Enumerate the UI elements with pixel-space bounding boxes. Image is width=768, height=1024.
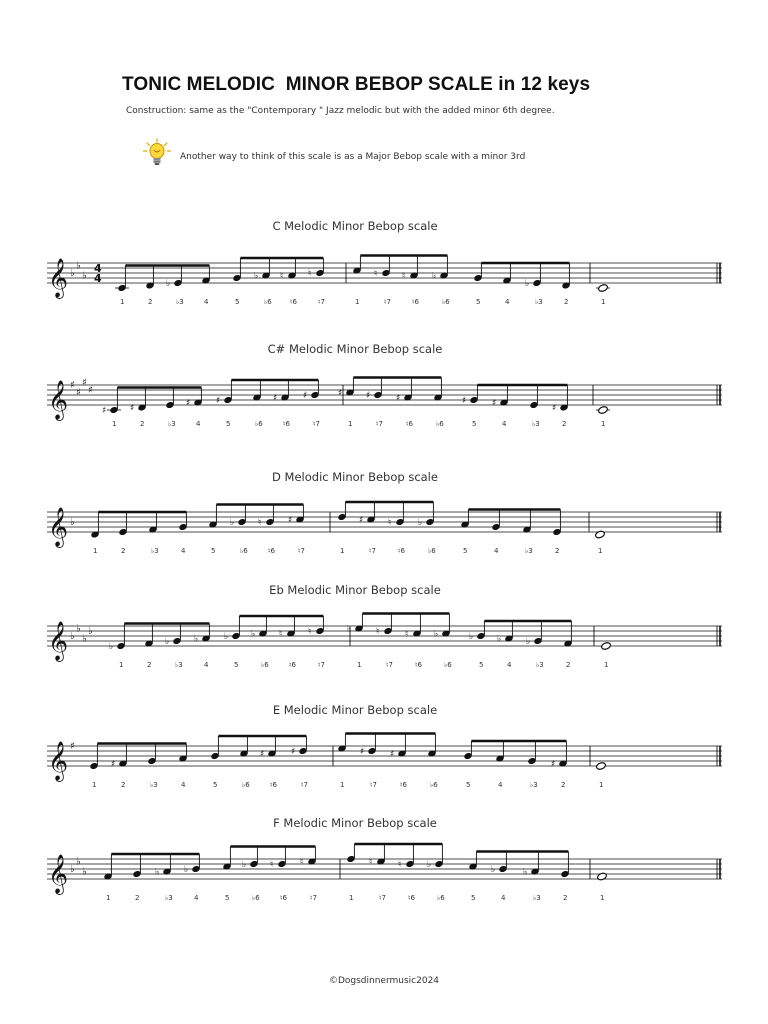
accidental: ♯ [360, 747, 365, 757]
treble-clef-icon: 𝄞 [48, 507, 69, 547]
scale-degree-label: ♭3 [536, 661, 544, 669]
copyright-footer: ©Dogsdinnermusic2024 [328, 976, 440, 986]
scale-degree-label: 1 [92, 781, 97, 789]
accidental: ♭ [427, 860, 432, 870]
accidental: ♯ [102, 406, 107, 416]
key-sharp: ♯ [70, 380, 75, 391]
scale-degree-label: 4 [505, 298, 510, 306]
scale-degree-label: 2 [135, 894, 140, 902]
accidental: ♯ [186, 398, 191, 409]
scale-degree-label: ♮7 [318, 298, 325, 306]
scale-degree-label: 4 [494, 547, 499, 555]
key-sharp: ♯ [88, 385, 93, 396]
scale-degree-label: ♮7 [301, 781, 308, 789]
key-flat: ♭ [76, 856, 81, 868]
scale-degree-label: 1 [355, 298, 360, 306]
accidental: ♮ [376, 627, 380, 637]
whole-note [598, 406, 609, 415]
accidental: ♯ [396, 393, 401, 404]
accidental: ♭ [155, 867, 160, 878]
key-flat: ♭ [70, 631, 75, 642]
scale-degree-label: ♮6 [398, 547, 405, 555]
key-flat: ♭ [70, 268, 75, 279]
scale-degree-label: ♭6 [428, 547, 436, 555]
key-flat: ♭ [76, 623, 81, 635]
tip-text: Another way to think of this scale is as a Major Bebop scale with a minor 3rd [180, 152, 526, 162]
accidental: ♮ [398, 860, 402, 870]
accidental: ♭ [497, 634, 502, 645]
scale-degree-label: ♮7 [379, 894, 386, 902]
key-flat: ♭ [76, 260, 81, 272]
scale-degree-label: 5 [476, 298, 481, 306]
accidental: ♭ [523, 867, 528, 878]
page-title: TONIC MELODIC MINOR BEBOP SCALE in 12 keys [122, 74, 591, 95]
key-sharp: ♯ [76, 387, 81, 399]
accidental: ♮ [300, 857, 304, 868]
scale-degree-label: ♭6 [436, 420, 444, 428]
accidental: ♯ [462, 396, 467, 406]
music-staff [0, 853, 768, 923]
scale-degree-label: 1 [598, 547, 603, 555]
accidental: ♮ [402, 271, 406, 282]
accidental: ♮ [405, 629, 409, 640]
accidental: ♯ [551, 759, 556, 770]
scale-degree-label: ♭3 [530, 781, 538, 789]
accidental: ♭ [418, 518, 423, 528]
scale-degree-label: 4 [181, 781, 186, 789]
scale-degree-label: 1 [600, 894, 605, 902]
scale-degree-label: ♮7 [298, 547, 305, 555]
scale-degree-label: 1 [93, 547, 98, 555]
scale-degree-label: 2 [121, 547, 126, 555]
scale-degree-label: 2 [561, 781, 566, 789]
scale-degree-label: 1 [120, 298, 125, 306]
accidental: ♮ [279, 629, 283, 640]
scale-degree-label: 4 [498, 781, 503, 789]
scale-degree-label: ♮6 [289, 661, 296, 669]
accidental: ♭ [224, 632, 229, 642]
scale-degree-label: 5 [466, 781, 471, 789]
scale-degree-label: 5 [225, 894, 230, 902]
music-staff [0, 740, 768, 810]
scale-degree-label: 1 [604, 661, 609, 669]
scale-degree-label: 5 [211, 547, 216, 555]
scale-degree-label: 1 [601, 298, 606, 306]
scale-degree-label: 4 [204, 661, 209, 669]
key-flat: ♭ [70, 864, 75, 875]
scale-degree-label: ♭6 [240, 547, 248, 555]
music-staff [0, 506, 768, 576]
scale-degree-label: 1 [340, 781, 345, 789]
scale-degree-label: 2 [555, 547, 560, 555]
whole-note [596, 762, 607, 771]
scale-degree-label: 4 [181, 547, 186, 555]
accidental: ♭ [254, 271, 259, 282]
scale-degree-label: ♮7 [370, 781, 377, 789]
accidental: ♭ [526, 637, 531, 647]
scale-degree-label: ♮7 [313, 420, 320, 428]
scale-degree-label: ♭6 [264, 298, 272, 306]
accidental: ♭ [525, 279, 530, 289]
scale-title: C Melodic Minor Bebop scale [272, 219, 438, 233]
scale-degree-label: 5 [213, 781, 218, 789]
whole-note [598, 284, 609, 293]
scale-degree-label: 2 [140, 420, 145, 428]
treble-clef-icon: 𝄞 [48, 258, 69, 298]
scale-title: E Melodic Minor Bebop scale [272, 703, 438, 717]
scale-degree-label: 1 [599, 781, 604, 789]
scale-degree-label: ♭6 [242, 781, 250, 789]
scale-degree-label: ♭3 [150, 781, 158, 789]
scale-degree-label: 2 [148, 298, 153, 306]
scale-degree-label: 4 [204, 298, 209, 306]
accidental: ♮ [308, 627, 312, 637]
accidental: ♯ [111, 759, 116, 770]
accidental: ♭ [469, 632, 474, 642]
scale-degree-label: 1 [119, 661, 124, 669]
accidental: ♯ [288, 515, 293, 526]
scale-degree-label: ♭6 [430, 781, 438, 789]
accidental: ♯ [390, 749, 395, 760]
scale-degree-label: 1 [340, 547, 345, 555]
scale-degree-label: ♭3 [165, 894, 173, 902]
accidental: ♭ [434, 629, 439, 640]
music-staff [0, 379, 768, 449]
accidental: ♭ [432, 271, 437, 282]
music-staff [0, 257, 768, 327]
scale-degree-label: ♮6 [280, 894, 287, 902]
accidental: ♯ [130, 403, 135, 414]
scale-degree-label: 1 [348, 420, 353, 428]
accidental: ♯ [492, 398, 497, 409]
scale-degree-label: 1 [601, 420, 606, 428]
accidental: ♯ [359, 515, 364, 526]
lightbulb-icon [142, 138, 172, 168]
scale-degree-label: ♭3 [175, 661, 183, 669]
scale-degree-label: ♮7 [386, 661, 393, 669]
scale-degree-label: ♮6 [406, 420, 413, 428]
scale-degree-label: ♭3 [176, 298, 184, 306]
accidental: ♭ [347, 624, 352, 635]
scale-degree-label: 2 [566, 661, 571, 669]
scale-degree-label: ♮7 [310, 894, 317, 902]
scale-degree-label: ♮7 [384, 298, 391, 306]
accidental: ♭ [242, 860, 247, 870]
scale-degree-label: ♮6 [408, 894, 415, 902]
scale-degree-label: 5 [235, 298, 240, 306]
scale-degree-label: 2 [121, 781, 126, 789]
accidental: ♯ [291, 747, 296, 757]
scale-degree-label: ♭3 [151, 547, 159, 555]
scale-degree-label: 4 [196, 420, 201, 428]
scale-degree-label: 2 [563, 894, 568, 902]
scale-degree-label: ♮6 [283, 420, 290, 428]
accidental: ♮ [388, 518, 392, 528]
scale-degree-label: 5 [234, 661, 239, 669]
whole-note [601, 642, 612, 651]
scale-degree-label: ♮7 [318, 661, 325, 669]
accidental: ♮ [280, 271, 284, 282]
scale-degree-label: ♭3 [535, 298, 543, 306]
scale-degree-label: ♭6 [442, 298, 450, 306]
scale-title: Eb Melodic Minor Bebop scale [269, 583, 441, 597]
scale-degree-label: ♭6 [255, 420, 263, 428]
scale-title: C# Melodic Minor Bebop scale [267, 342, 443, 356]
key-flat: ♭ [88, 626, 93, 637]
key-flat: ♭ [70, 517, 75, 528]
scale-degree-label: 1 [112, 420, 117, 428]
accidental: ♭ [166, 279, 171, 289]
scale-degree-label: ♭3 [525, 547, 533, 555]
accidental: ♯ [338, 388, 343, 399]
treble-clef-icon: 𝄞 [48, 621, 69, 661]
accidental: ♮ [258, 518, 262, 528]
scale-degree-label: 4 [502, 420, 507, 428]
scale-degree-label: ♮6 [415, 661, 422, 669]
scale-degree-label: 5 [463, 547, 468, 555]
time-signature-digit: 4 [94, 262, 102, 275]
scale-degree-label: ♮6 [270, 781, 277, 789]
scale-degree-label: ♮6 [412, 298, 419, 306]
treble-clef-icon: 𝄞 [48, 854, 69, 894]
key-sharp: ♯ [70, 741, 75, 752]
scale-degree-label: ♭3 [168, 420, 176, 428]
scale-degree-label: ♮6 [268, 547, 275, 555]
scale-degree-label: 5 [479, 661, 484, 669]
whole-note [595, 530, 606, 539]
key-flat: ♭ [82, 633, 87, 645]
accidental: ♯ [552, 403, 557, 414]
scale-degree-label: 2 [562, 420, 567, 428]
scale-degree-label: ♭6 [261, 661, 269, 669]
accidental: ♭ [194, 634, 199, 645]
scale-degree-label: ♭3 [533, 894, 541, 902]
treble-clef-icon: 𝄞 [48, 741, 69, 781]
scale-degree-label: ♭6 [252, 894, 260, 902]
accidental: ♭ [491, 865, 496, 875]
accidental: ♭ [109, 642, 114, 652]
accidental: ♮ [270, 860, 274, 870]
scale-degree-label: ♮7 [369, 547, 376, 555]
scale-degree-label: ♭3 [532, 420, 540, 428]
scale-degree-label: 2 [564, 298, 569, 306]
accidental: ♯ [260, 749, 265, 760]
scale-degree-label: 1 [349, 894, 354, 902]
accidental: ♮ [369, 857, 373, 868]
time-signature-digit: 4 [94, 272, 102, 285]
accidental: ♯ [303, 391, 308, 401]
scale-degree-label: 4 [501, 894, 506, 902]
scale-degree-label: 1 [357, 661, 362, 669]
scale-degree-label: 4 [194, 894, 199, 902]
key-flat: ♭ [82, 866, 87, 878]
scale-degree-label: 5 [471, 894, 476, 902]
accidental: ♮ [308, 269, 312, 279]
accidental: ♮ [374, 269, 378, 279]
scale-degree-label: ♮6 [400, 781, 407, 789]
accidental: ♭ [230, 518, 235, 528]
accidental: ♭ [165, 637, 170, 647]
scale-title: D Melodic Minor Bebop scale [272, 470, 438, 484]
construction-note: Construction: same as the "Contemporary " Jazz melodic but with the added minor 6th degree. [126, 106, 555, 116]
accidental: ♯ [366, 391, 371, 401]
scale-degree-label: 5 [226, 420, 231, 428]
accidental: ♭ [251, 629, 256, 640]
whole-note [597, 872, 608, 881]
scale-degree-label: ♭6 [437, 894, 445, 902]
scale-degree-label: 5 [472, 420, 477, 428]
accidental: ♯ [273, 393, 278, 404]
music-staff [0, 620, 768, 690]
key-sharp: ♯ [82, 377, 87, 389]
accidental: ♭ [184, 865, 189, 875]
scale-degree-label: ♮7 [376, 420, 383, 428]
treble-clef-icon: 𝄞 [48, 380, 69, 420]
key-flat: ♭ [82, 270, 87, 282]
scale-degree-label: 1 [106, 894, 111, 902]
accidental: ♯ [216, 396, 221, 406]
scale-degree-label: ♭6 [444, 661, 452, 669]
scale-degree-label: 2 [147, 661, 152, 669]
scale-degree-label: 4 [507, 661, 512, 669]
scale-title: F Melodic Minor Bebop scale [273, 816, 437, 830]
scale-degree-label: ♮6 [290, 298, 297, 306]
